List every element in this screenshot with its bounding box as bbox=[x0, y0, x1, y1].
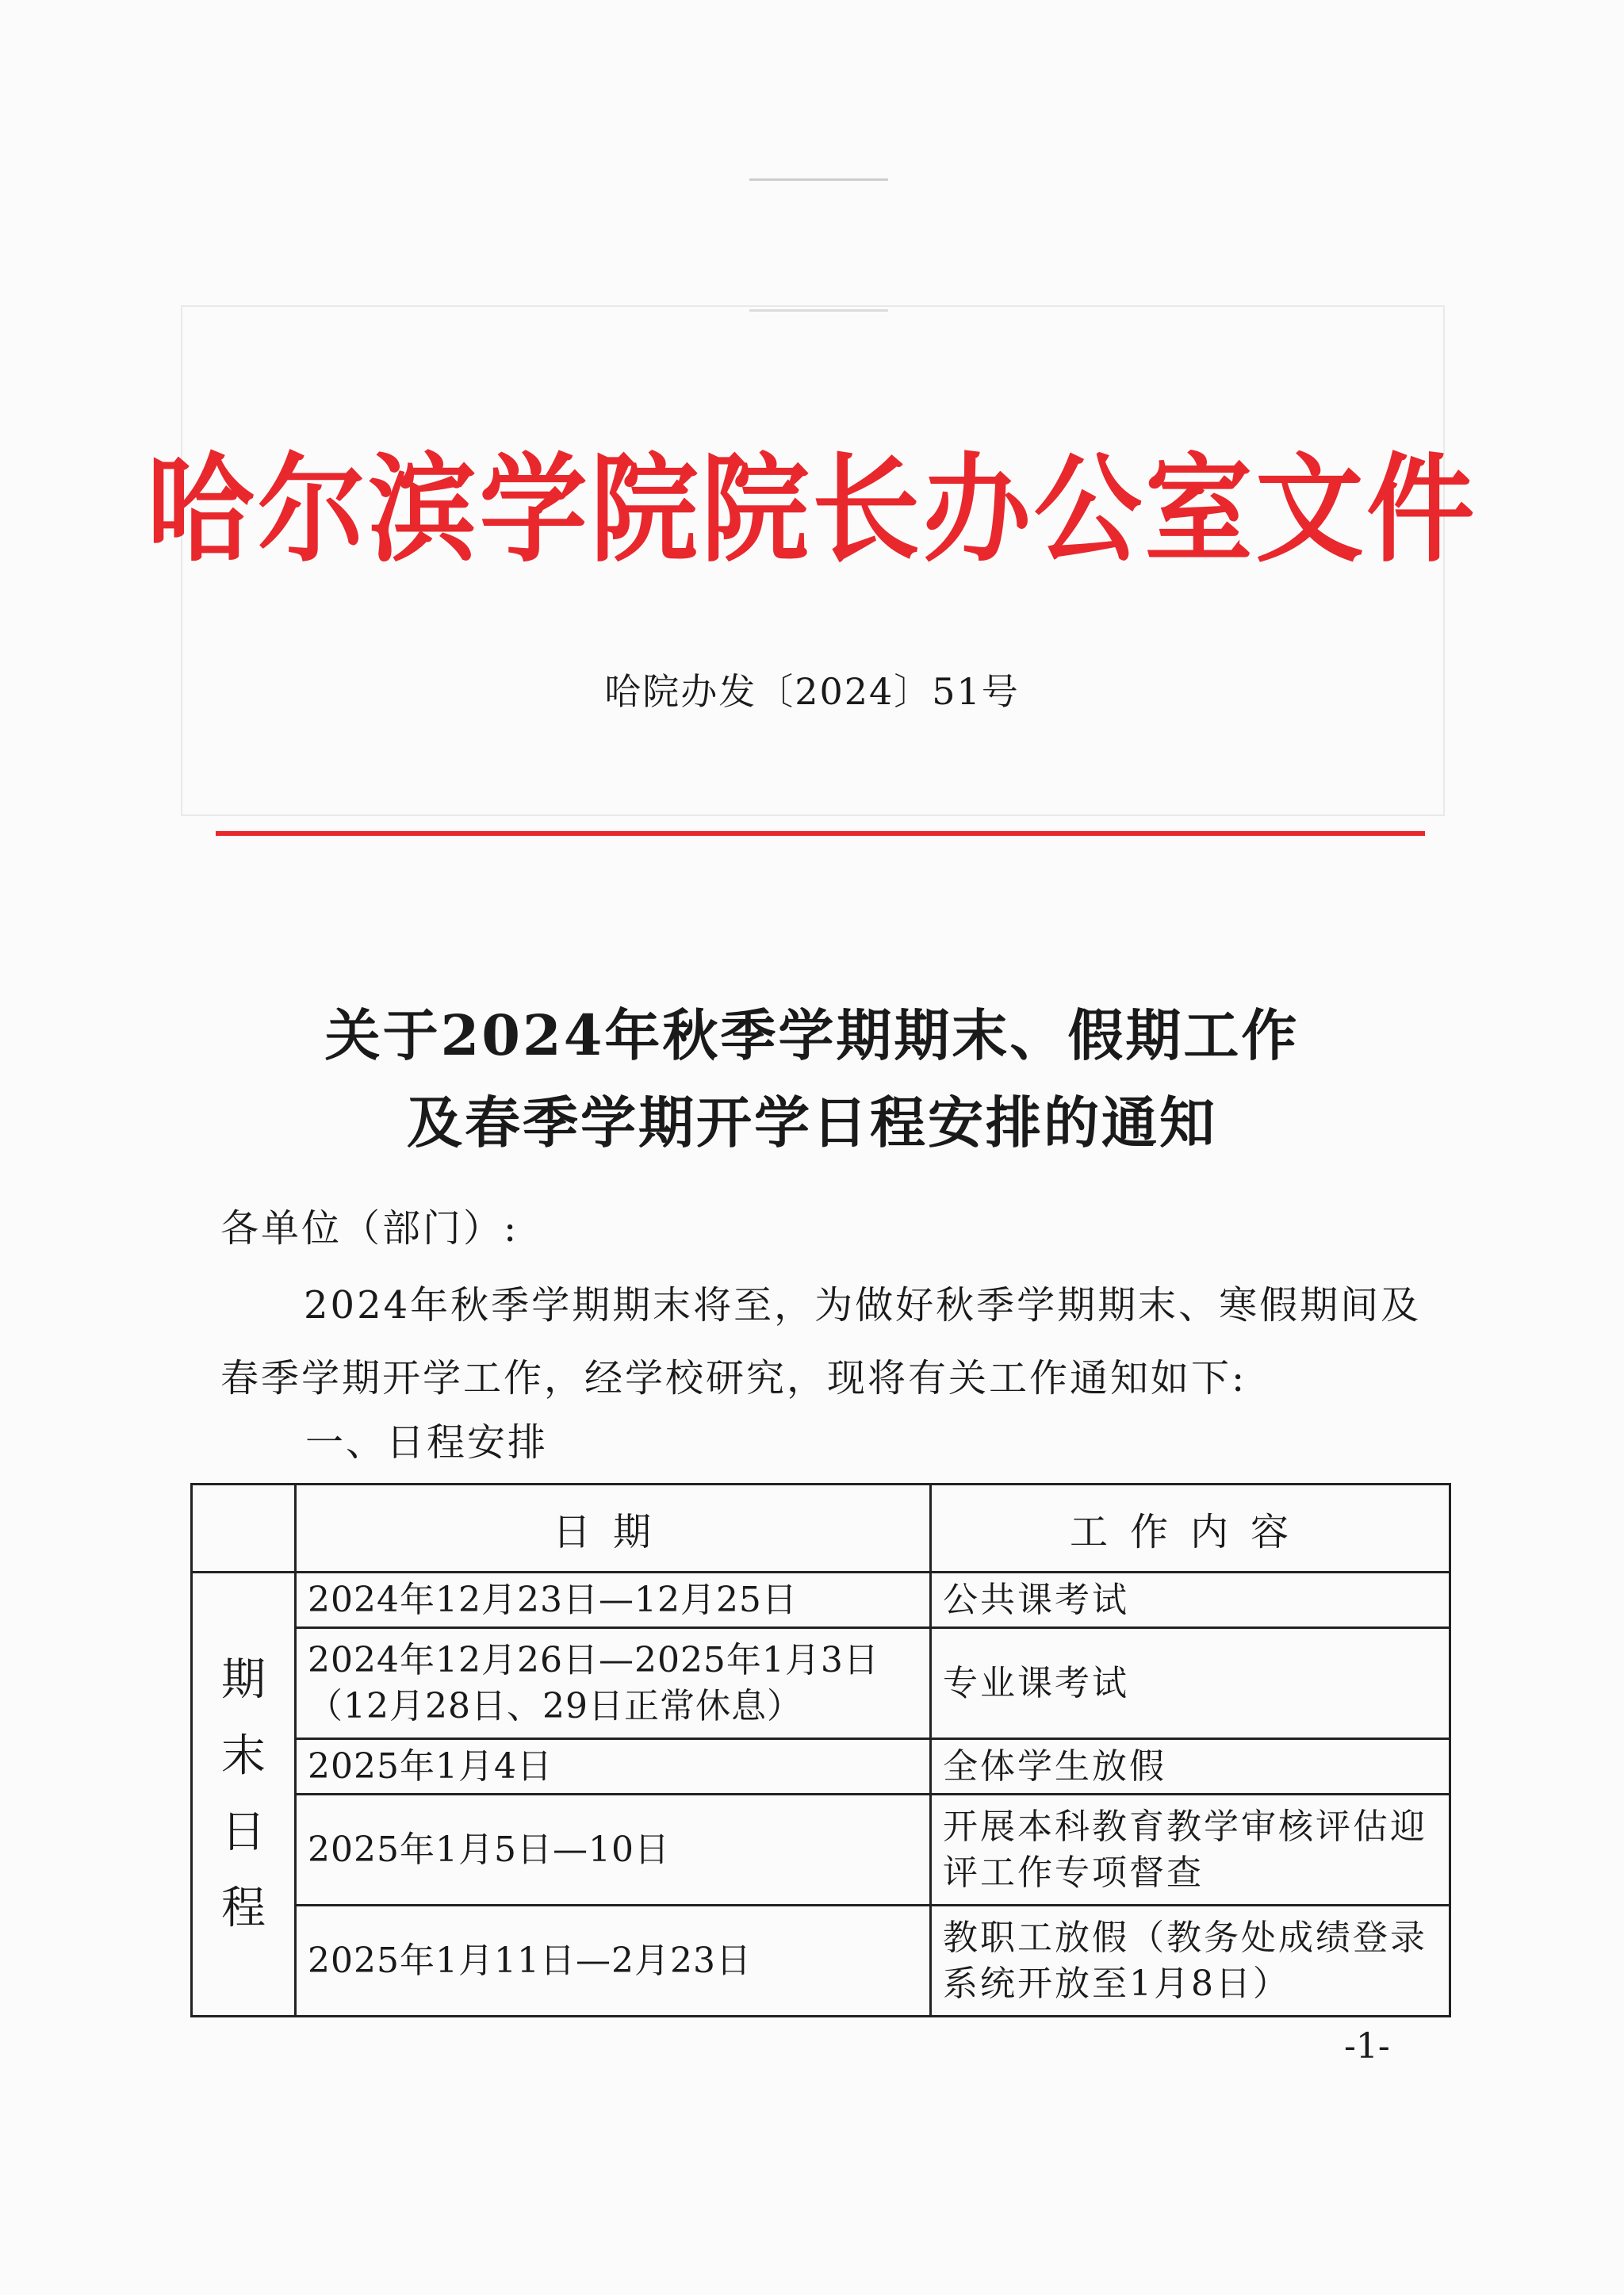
content-cell: 公共课考试 bbox=[931, 1573, 1450, 1628]
phase-char: 期 bbox=[221, 1653, 266, 1706]
column-header-content: 工作内容 bbox=[931, 1485, 1450, 1573]
intro-paragraph: 2024年秋季学期期末将至，为做好秋季学期期末、寒假期间及春季学期开学工作，经学校研究，现将有关工作通知如下: bbox=[220, 1283, 1422, 1400]
table-header-row bbox=[192, 1485, 1450, 1573]
date-cell: 2024年12月23日—12月25日 bbox=[296, 1573, 931, 1628]
column-header-date: 日期 bbox=[296, 1485, 931, 1573]
content-cell: 专业课考试 bbox=[931, 1628, 1450, 1739]
content-cell: 教职工放假（教务处成绩登录系统开放至1月8日） bbox=[931, 1906, 1450, 2017]
red-divider-line bbox=[216, 831, 1425, 836]
table-row bbox=[192, 1795, 1450, 1906]
notice-title-line-2: 及春季学期开学日程安排的通知 bbox=[407, 1090, 1217, 1155]
notice-title-line-1: 关于2024年秋季学期期末、假期工作 bbox=[324, 1002, 1300, 1068]
table-row bbox=[192, 1628, 1450, 1739]
content-cell: 开展本科教育教学审核评估迎评工作专项督查 bbox=[931, 1795, 1450, 1906]
content-cell: 全体学生放假 bbox=[931, 1739, 1450, 1795]
header-blank-cell bbox=[192, 1485, 296, 1573]
org-masthead: 哈尔滨学院院长办公室文件 bbox=[146, 442, 1478, 578]
table-row bbox=[192, 1739, 1450, 1795]
table-row bbox=[192, 1573, 1450, 1628]
date-cell: 2024年12月26日—2025年1月3日（12月28日、29日正常休息） bbox=[296, 1628, 931, 1739]
phase-char: 末 bbox=[221, 1730, 266, 1782]
phase-char: 日 bbox=[221, 1806, 266, 1858]
phase-label-cell bbox=[192, 1573, 296, 2017]
document-number: 哈院办发〔2024〕51号 bbox=[604, 670, 1020, 713]
table-row bbox=[192, 1906, 1450, 2017]
salutation: 各单位（部门）: bbox=[220, 1206, 519, 1251]
section-heading: 一、日程安排 bbox=[305, 1420, 549, 1465]
page-number: -1- bbox=[1344, 2026, 1390, 2067]
date-cell: 2025年1月4日 bbox=[296, 1739, 931, 1795]
bleed-through-mark bbox=[749, 178, 888, 181]
date-cell: 2025年1月11日—2月23日 bbox=[296, 1906, 931, 2017]
schedule-table bbox=[190, 1483, 1451, 2017]
phase-char: 程 bbox=[221, 1882, 266, 1934]
date-cell: 2025年1月5日—10日 bbox=[296, 1795, 931, 1906]
